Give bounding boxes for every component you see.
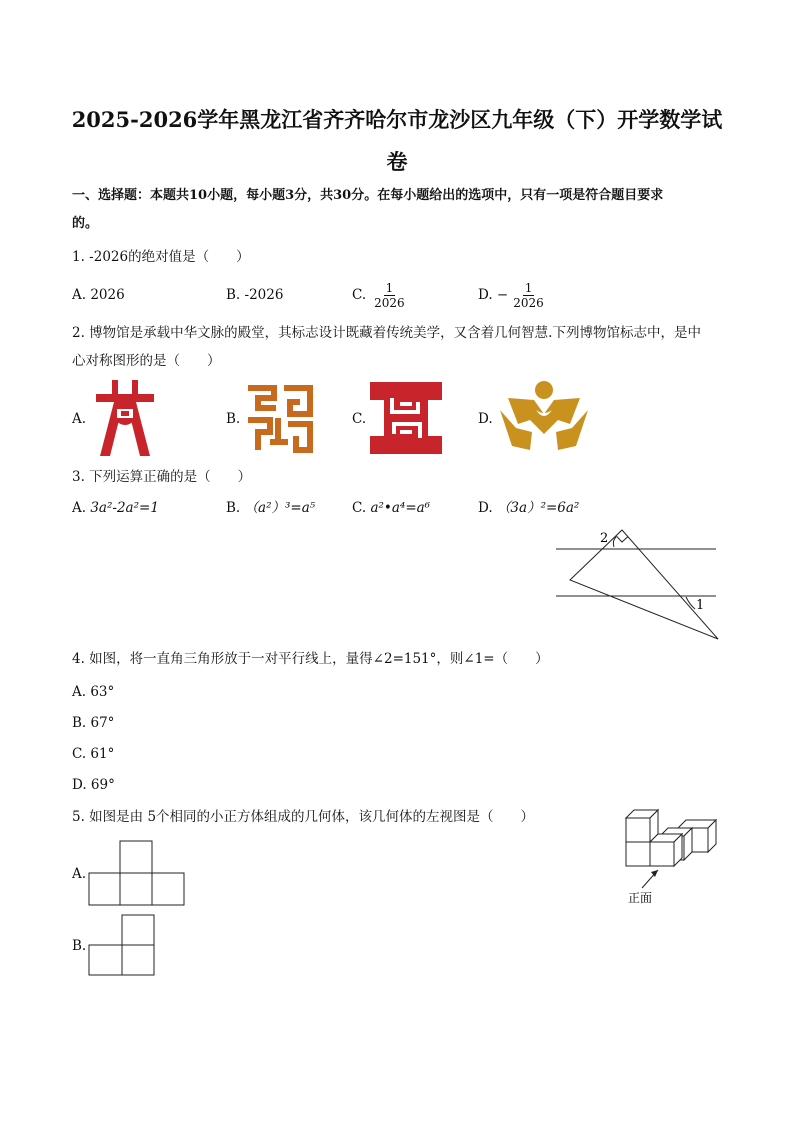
- q1-option-d-fraction: [511, 281, 546, 310]
- q4-option-c: C. 61°: [72, 746, 115, 762]
- page-title: 2025-2026学年黑龙江省齐齐哈尔市龙沙区九年级（下）开学数学试: [71, 107, 723, 132]
- q2-stem: 2. 博物馆是承载中华文脉的殿堂，其标志设计既藏着传统美学，又含着几何智慧.下列博物馆标志中，是中: [72, 325, 701, 341]
- q3-option-a-label: A.: [72, 500, 91, 516]
- q3-option-a: [72, 499, 159, 517]
- museum-logo-a-icon: [90, 380, 160, 456]
- q4-figure: [550, 525, 725, 645]
- q1-stem: 1. -2026的绝对值是（ ）: [72, 249, 250, 265]
- q3-option-d-expr: （3a）²=6a²: [496, 500, 580, 516]
- q4-option-d: D. 69°: [72, 777, 115, 793]
- q2-option-b: B.: [226, 411, 241, 427]
- q5-front-label: 正面: [628, 891, 653, 905]
- q2-option-c: C.: [352, 411, 367, 427]
- q3-option-c-label: C.: [352, 500, 371, 516]
- q3-option-b: [226, 499, 315, 517]
- q5-cube-figure: [620, 808, 730, 908]
- q1-c-denominator: 2026: [374, 295, 405, 310]
- q3-option-d: [478, 499, 579, 517]
- q3-option-b-label: B.: [226, 500, 245, 516]
- page-title-line2: 卷: [386, 149, 408, 174]
- museum-logo-d-icon: [498, 380, 590, 454]
- q1-option-d-label: D. −: [478, 287, 509, 303]
- q3-option-c: [352, 499, 430, 517]
- q1-option-b: B. -2026: [226, 287, 284, 303]
- q2-option-d: D.: [478, 411, 493, 427]
- q2-option-a: A.: [72, 411, 87, 427]
- q1-option-c-fraction: [372, 281, 407, 310]
- q3-option-d-label: D.: [478, 500, 497, 516]
- q1-d-denominator: 2026: [513, 295, 544, 310]
- section-heading-line2: 的。: [72, 216, 99, 231]
- q1-c-numerator: 1: [385, 280, 394, 295]
- q5-option-b: B.: [72, 938, 87, 954]
- q3-option-a-expr: 3a²-2a²=1: [90, 500, 159, 516]
- q1-option-a: A. 2026: [72, 287, 125, 303]
- museum-logo-c-icon: [370, 382, 442, 454]
- q1-option-c: [352, 276, 407, 314]
- q3-option-c-expr: a²•a⁴=a⁶: [370, 500, 431, 516]
- q2-stem-line2: 心对称图形的是（ ）: [72, 353, 221, 369]
- q5-option-a-diagram: [88, 840, 186, 906]
- q1-option-c-label: C.: [352, 287, 367, 303]
- q3-option-b-expr: （a²）³=a⁵: [244, 500, 316, 516]
- museum-logo-b-icon: [244, 384, 314, 454]
- q4-right-triangle: [570, 530, 718, 639]
- q4-right-angle-mark: [616, 536, 628, 542]
- q4-label-1: 1: [696, 598, 705, 613]
- q4-label-2: 2: [600, 531, 609, 546]
- section-heading: 一、选择题：本题共10小题，每小题3分，共30分。在每小题给出的选项中，只有一项是符合题目要求: [72, 188, 664, 203]
- q5-stem: 5. 如图是由 5个相同的小正方体组成的几何体，该几何体的左视图是（ ）: [72, 809, 535, 825]
- q4-stem: 4. 如图，将一直角三角形放于一对平行线上，量得∠2=151°，则∠1=（ ）: [72, 651, 549, 667]
- q5-option-b-diagram: [88, 914, 158, 978]
- q3-stem: 3. 下列运算正确的是（ ）: [72, 469, 252, 485]
- q4-option-b: B. 67°: [72, 715, 115, 731]
- q5-option-a: A.: [72, 866, 87, 882]
- q4-option-a: A. 63°: [72, 684, 115, 700]
- q1-option-d: [478, 276, 546, 314]
- q1-d-numerator: 1: [524, 280, 533, 295]
